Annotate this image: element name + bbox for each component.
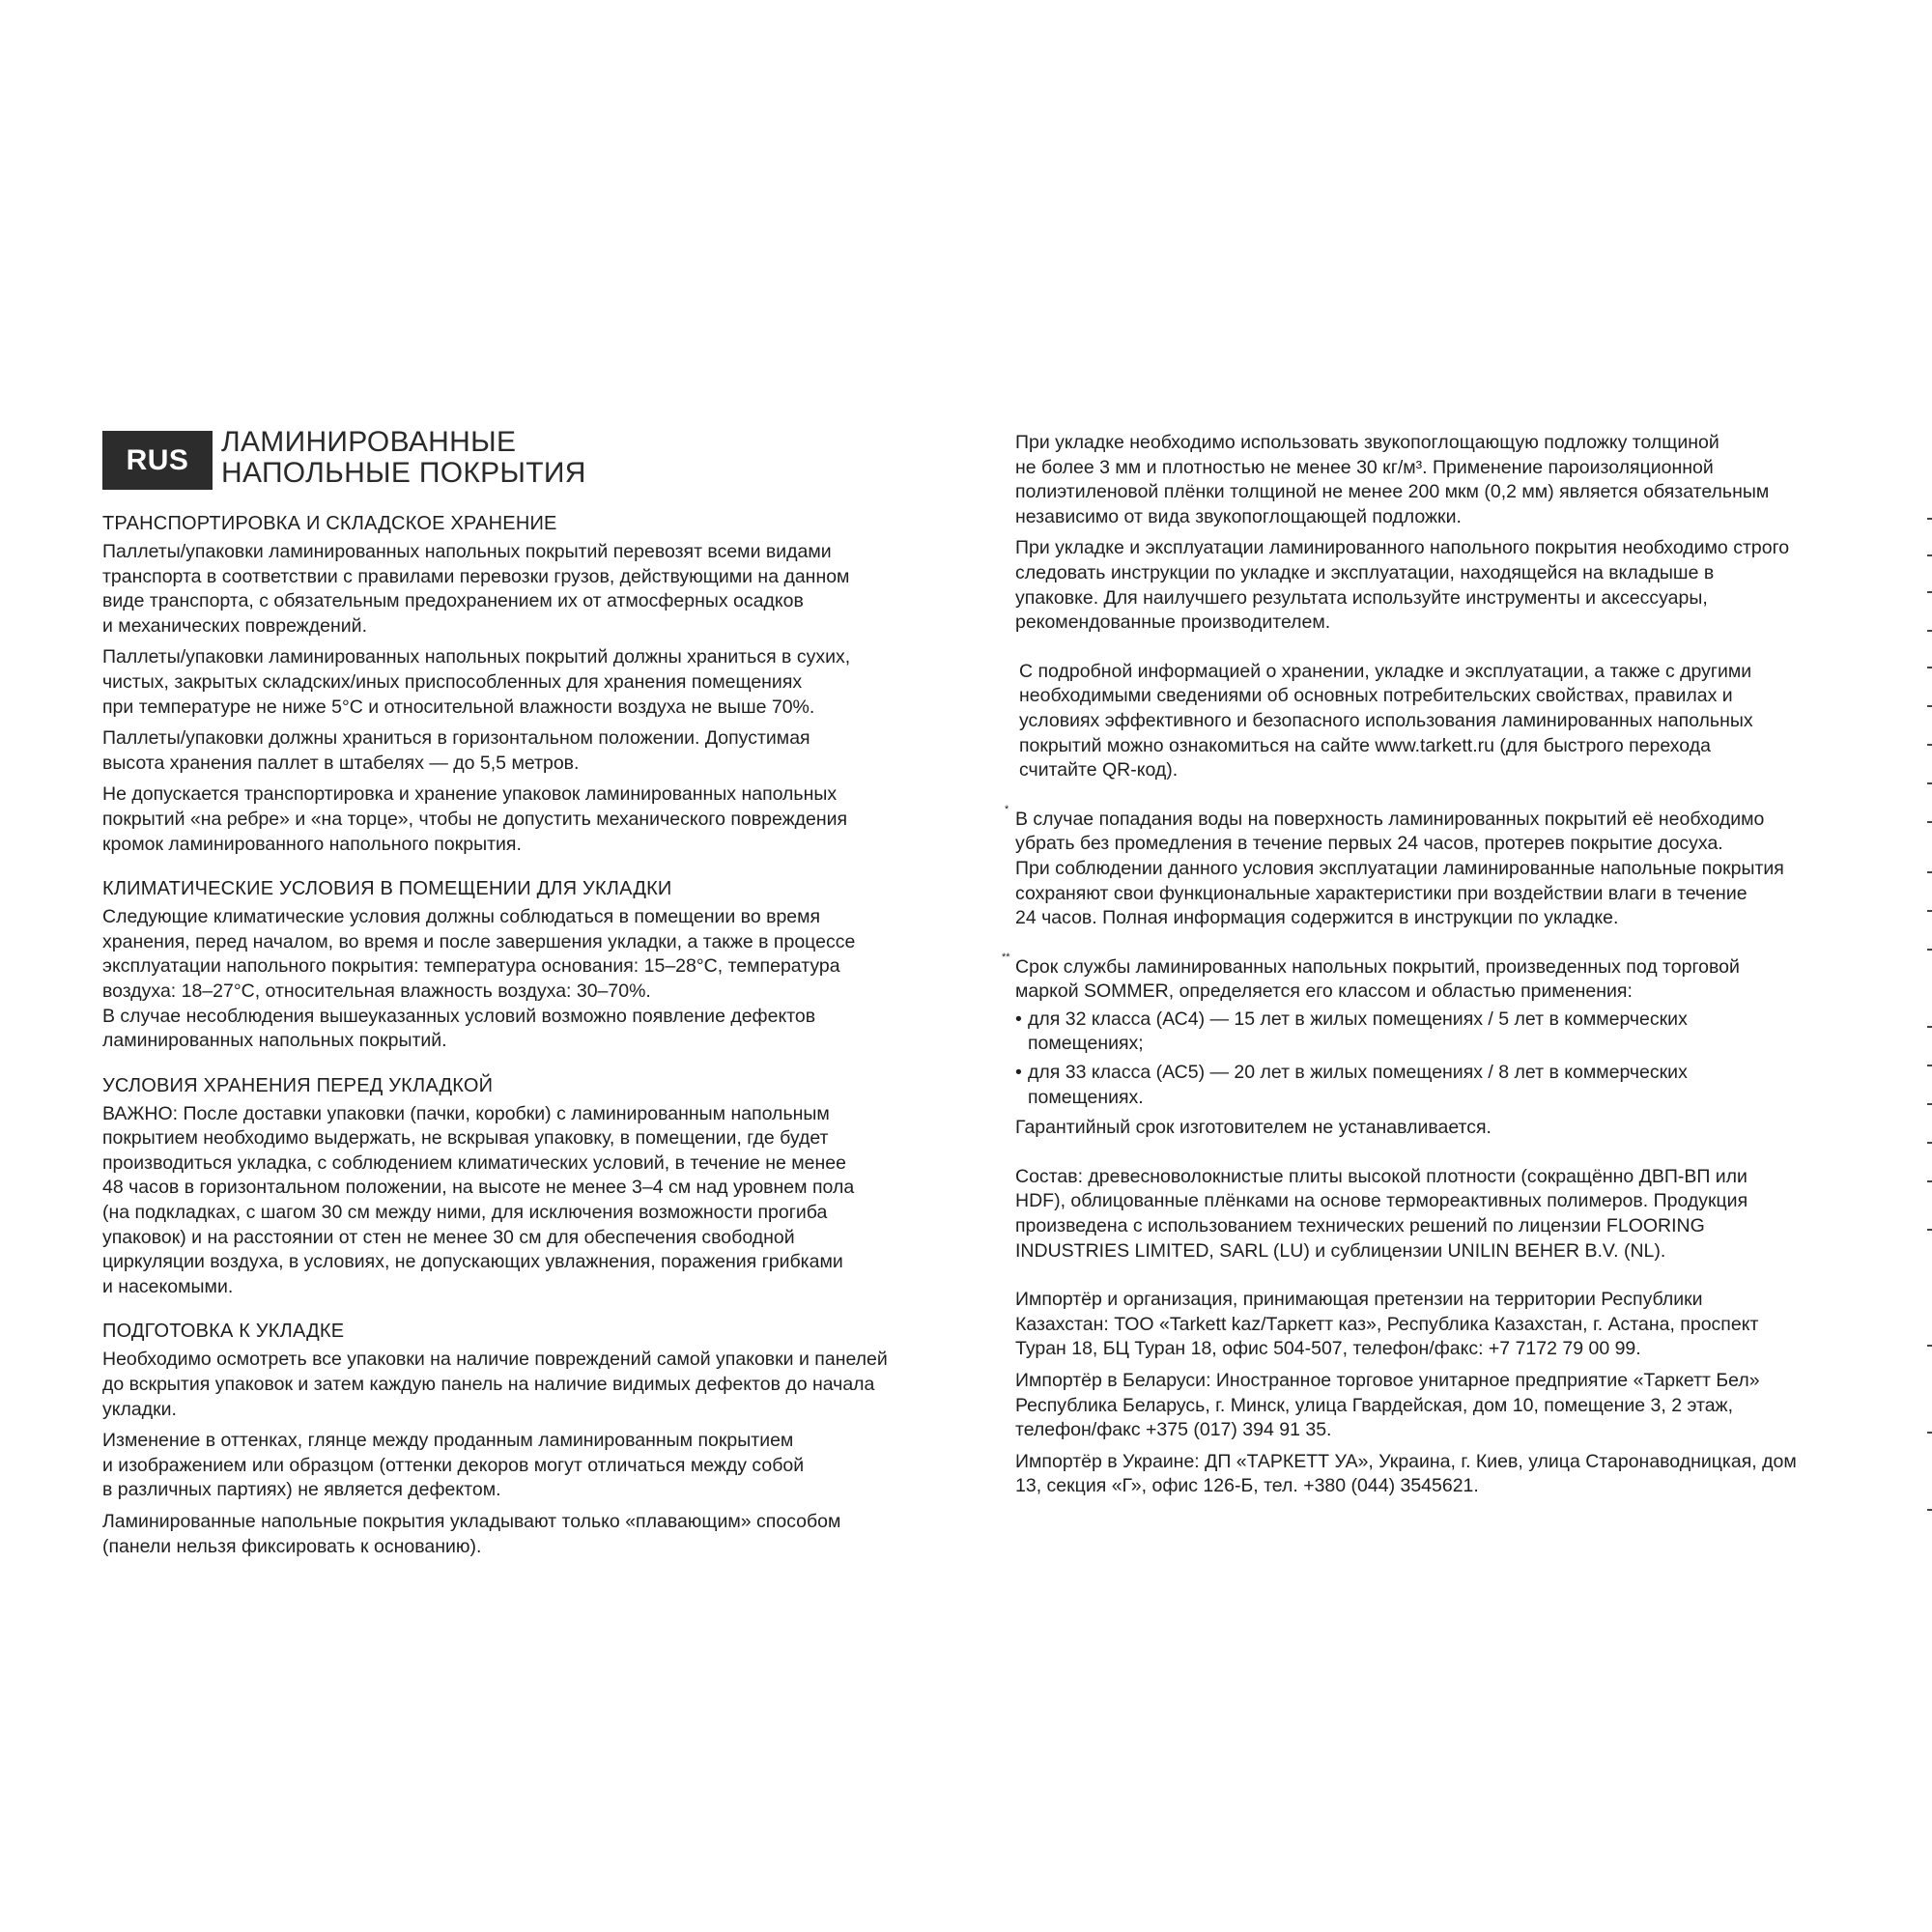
paragraph-underlay: При укладке необходимо использовать звукопоглощающую подложку толщиной не более 3 мм и плотностью не менее 30 кг/м³. Применение пароизоляционной полиэтиленовой плёнки толщиной не менее 200 мкм (0,2 мм) является обязательным независимо от вида звукопоглощающей подложки. [1015, 432, 1770, 527]
section-heading: УСЛОВИЯ ХРАНЕНИЯ ПЕРЕД УКЛАДКОЙ [102, 1074, 494, 1096]
paragraph: Паллеты/упаковки ламинированных напольных покрытий должны храниться в сухих, чистых, закрытых складских/иных приспособленных для хранения помещениях при температуре не ниже 5°С и относительной влажности воздуха не выше 70%. [102, 646, 851, 718]
section-heading: ПОДГОТОВКА К УКЛАДКЕ [102, 1321, 345, 1343]
document-title [221, 427, 586, 489]
paragraph: Изменение в оттенках, глянце между проданным ламинированным покрытием и изображением или образцом (оттенки декоров могут отличаться между собой в различных партиях) не является дефектом. [102, 1430, 805, 1501]
paragraph-instructions: При укладке и эксплуатации ламинированного напольного покрытия необходимо строго следовать инструкции по укладке и эксплуатации, находящейся на вкладыше в упаковке. Для наилучшего результата используйте инструменты и аксессуары, рекомендованные производителем. [1015, 537, 1790, 634]
section-climate [102, 876, 962, 1054]
paragraph: Следующие климатические условия должны соблюдаться в помещении во время хранения, перед началом, во время и после завершения укладки, а также в процессе эксплуатации напольного покрытия: температура основания: 15–28°С, температура воздуха: 18–27°С, относительная влажность воздуха: 30–70%. В случае несоблюдения вышеуказанных условий возможно появление дефектов ламинированных напольных покрытий. [102, 906, 856, 1052]
title-line-2: НАПОЛЬНЫЕ ПОКРЫТИЯ [221, 457, 586, 489]
right-column [1002, 431, 1914, 1506]
section-transport [102, 511, 962, 857]
paragraph: ВАЖНО: После доставки упаковки (пачки, коробки) с ламинированным напольным покрытием необходимо выдержать, не вскрывая упаковку, в помещении, где будет производиться укладка, с соблюдением климатических условий, в течение не менее 48 часов в горизонтальном положении, на высоте не менее 3–4 см над уровнем пола (на подкладках, с шагом 30 см между ними, для исключения возможности прогиба упаковок) и на расстоянии от стен не менее 30 см для обеспечения свободной циркуляции воздуха, в условиях, не допускающих увлажнения, поражения грибками и насекомыми. [102, 1102, 855, 1297]
footnote-mark: ** [1002, 951, 1010, 963]
document-header [102, 427, 962, 490]
paragraph: Паллеты/упаковки должны храниться в горизонтальном положении. Допустимая высота хранения паллет в штабелях — до 5,5 метров. [102, 727, 810, 774]
list-item: • для 32 класса (АС4) — 15 лет в жилых помещениях / 5 лет в коммерческих помещениях; [1015, 1008, 1688, 1055]
paragraph: Необходимо осмотреть все упаковки на наличие повреждений самой упаковки и панелей до вскрытия упаковок и затем каждую панель на наличие видимых дефектов до начала укладки. [102, 1349, 888, 1420]
left-column [102, 427, 962, 1578]
section-heading: ТРАНСПОРТИРОВКА И СКЛАДСКОЕ ХРАНЕНИЕ [102, 513, 557, 534]
paragraph: Не допускается транспортировка и хранение упаковок ламинированных напольных покрытий «на ребре» и «на торце», чтобы не допустить механического повреждения кромок ламинированного напольного покрытия. [102, 783, 848, 855]
footnote-service-life [1002, 951, 1914, 1005]
composition: Состав: древесноволокнистые плиты высокой плотности (сокращённо ДВП-ВП или HDF), облицованные плёнками на основе термореактивных полимеров. Продукция произведена с использованием технических решений по лицензии FLOORING INDUSTRIES LIMITED, SARL (LU) и сублицензии UNILIN BEHER B.V. (NL). [1015, 1165, 1748, 1262]
next-page-edge [1922, 512, 1932, 1575]
paragraph: Паллеты/упаковки ламинированных напольных покрытий перевозят всеми видами транспорта в соответствии с правилами перевозки грузов, действующими на данном виде транспорта, с обязательным предохранением их от атмосферных осадков и механических повреждений. [102, 541, 850, 637]
importer-ukraine: Импортёр в Украине: ДП «ТАРКЕТТ УА», Украина, г. Киев, улица Старонаводницкая, дом 13, секция «Г», офис 126-Б, тел. +380 (044) 3545621. [1015, 1450, 1797, 1497]
paragraph: Ламинированные напольные покрытия укладывают только «плавающим» способом (панели нельзя фиксировать к основанию). [102, 1511, 841, 1557]
warranty-note: Гарантийный срок изготовителем не устанавливается. [1015, 1117, 1492, 1139]
section-storage-before-install [102, 1073, 962, 1300]
footnote-mark: * [1005, 803, 1009, 815]
service-life-list [1015, 1008, 1914, 1110]
footnote-text: В случае попадания воды на поверхность ламинированных покрытий её необходимо убрать без промедления в течение первых 24 часов, протерев покрытие досуха. При соблюдении данного условия эксплуатации ламинированные напольные покрытия сохраняют свои функциональные характеристики при воздействии влаги в течение 24 часов. Полная информация содержится в инструкции по укладке. [1015, 808, 1784, 929]
importer-belarus: Импортёр в Беларуси: Иностранное торговое унитарное предприятие «Таркетт Бел» Республика Беларусь, г. Минск, улица Гвардейская, дом 10, помещение 3, 2 этаж, телефон/факс +375 (017) 394 91 35. [1015, 1370, 1760, 1441]
bullet-icon: • [1015, 1008, 1022, 1030]
title-line-1: ЛАМИНИРОВАННЫЕ [221, 426, 517, 458]
importer-kazakhstan: Импортёр и организация, принимающая претензии на территории Республики Казахстан: ТОО «Tarkett kaz/Таркетт каз», Республика Казахстан, г. Астана, проспект Туран 18, БЦ Туран 18, офис 504-507, телефон/факс: +7 7172 79 00 99. [1015, 1289, 1759, 1360]
footnote-water [1005, 803, 1914, 931]
bullet-icon: • [1015, 1062, 1022, 1084]
footnote-text: Срок службы ламинированных напольных покрытий, произведенных под торговой маркой SOMMER, определяется его классом и областью применения: [1015, 955, 1740, 1003]
section-preparation [102, 1319, 962, 1559]
language-badge: RUS [102, 431, 213, 490]
list-item: • для 33 класса (АС5) — 20 лет в жилых помещениях / 8 лет в коммерческих помещениях. [1015, 1062, 1688, 1108]
section-heading: КЛИМАТИЧЕСКИЕ УСЛОВИЯ В ПОМЕЩЕНИИ ДЛЯ УКЛАДКИ [102, 878, 672, 900]
paragraph-more-info: С подробной информацией о хранении, укладке и эксплуатации, а также с другими необходимыми сведениями об основных потребительских свойствах, правилах и условиях эффективного и безопасного использования ламинированных напольных покрытий можно ознакомиться на сайте www.tarkett.ru (для быстрого перехода считайте QR-код). [1019, 660, 1753, 781]
